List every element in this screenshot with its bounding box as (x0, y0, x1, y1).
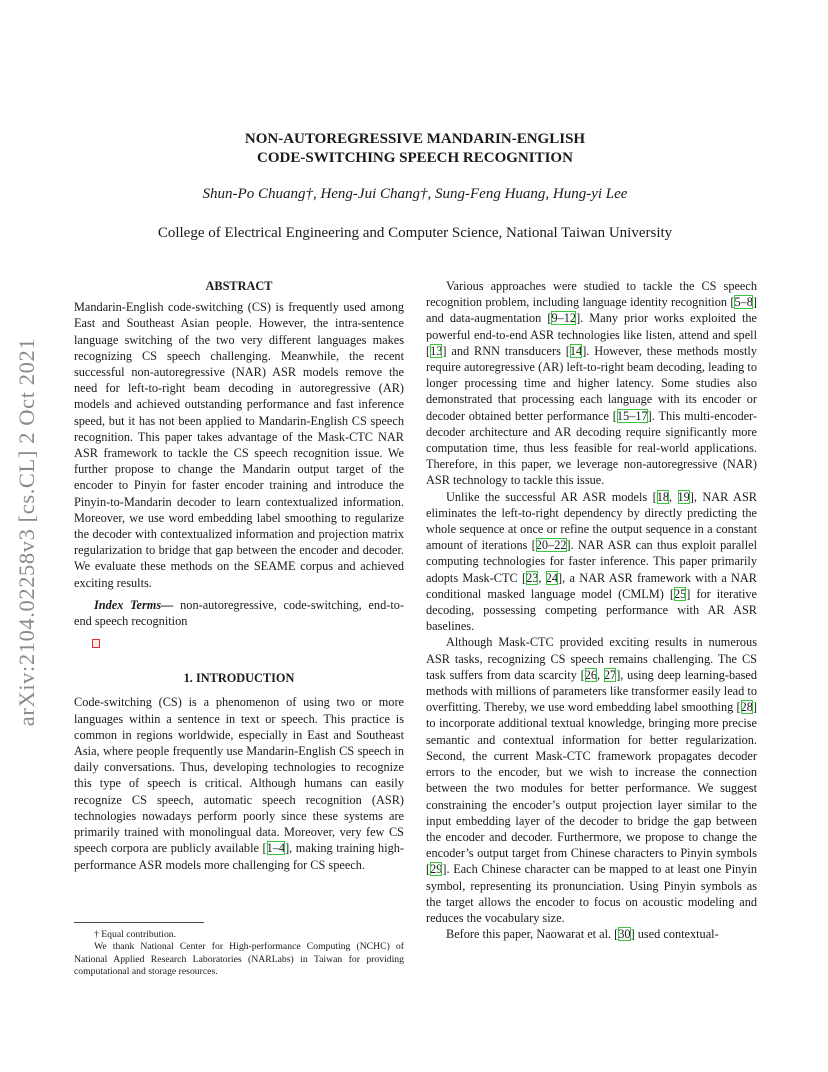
citation-link[interactable]: 30 (618, 927, 631, 942)
footnote-acknowledgement: We thank National Center for High-performance Computing (NCHC) of National Applied Research Laboratories (NARLabs) in Taiwan for providing computational and storage resources. (74, 941, 404, 977)
abstract-heading: ABSTRACT (205, 279, 273, 293)
title-line-2: CODE-SWITCHING SPEECH RECOGNITION (257, 150, 573, 166)
citation-link[interactable]: 9–12 (551, 311, 577, 326)
citation-link[interactable]: 25 (673, 586, 687, 601)
paper-title (120, 130, 710, 168)
footnote-equal-contribution: † Equal contribution. (94, 929, 177, 940)
text-run: ], using deep learning-based methods with millions of parameters like transformer easily lead to overfitting. Thereby, we use word embedding label smoothing [ (426, 667, 757, 715)
authors: Shun-Po Chuang†, Heng-Jui Chang†, Sung-Feng Huang, Hung-yi Lee (202, 186, 628, 202)
text-run: ] and data-augmentation [ (426, 295, 757, 326)
text-run: ], NAR ASR eliminates the left-to-right dependency by directly predicting the whole sequence at once or refine the output sequence in a constant amount of iterations [ (426, 489, 757, 553)
index-terms-label: Index Terms— (94, 597, 174, 612)
left-column (74, 278, 404, 873)
paragraph-prior-work (426, 926, 757, 942)
text-run: ] to incorporate additional textual knowledge, bringing more precise semantic and contextual information for better regularization. Second, the current Mask-CTC framework propagates decoder errors to the encoder, but we wish to increase the connection between the two modules for better performance. We suggest constraining the encoder’s output projection layer similar to the input embedding layer of the decoder to bridge the gap between the encoder and decoder. Furthermore, we propose to change the encoder’s output target from Chinese characters to Pinyin symbols [ (426, 700, 757, 877)
text-run: Although Mask-CTC provided exciting results in numerous ASR tasks, recognizing CS speech remains challenging. The CS task suffers from data scarcity [ (426, 635, 757, 682)
citation-link[interactable]: 14 (569, 343, 583, 358)
text-run: ] and RNN transducers [ (442, 343, 570, 358)
citation-link[interactable]: 18 (656, 489, 670, 504)
text-run: Code-switching (CS) is a phenomenon of using two or more languages within a sentence in text or speech. This practice is common in regions worldwide, especially in East and Southeast Asia, where people frequently use Mandarin-English CS speech in daily conversations. Thus, developing technologies to recognize this type of speech is critical. Although humans can easily recognize CS speech, automatic speech recognition (ASR) technologies nowadays perform poorly since these systems are primarily trained with monolingual data. Moreover, very few CS speech corpora are publicly available [ (74, 695, 404, 856)
citation-link[interactable]: 15–17 (616, 408, 648, 423)
text-run: ]. This multi-encoder-decoder architecture and AR decoding require significantly more computation time, thus less feasible for real-world applications. Therefore, in this paper, we leverage non-autoregressive (NAR) ASR technology to tackle this issue. (426, 408, 757, 488)
text-run: Unlike the successful AR ASR models [ (446, 489, 657, 504)
citation-link[interactable]: 20–22 (535, 538, 567, 553)
abstract-text: Mandarin-English code-switching (CS) is frequently used among East and Southeast Asian people. However, the intra-sentence language switching of the two very different languages makes recognizing CS speech challenging. Meanwhile, the recent successful non-autoregressive (NAR) ASR models remove the need for left-to-right beam decoding in autoregressive (AR) models and achieved outstanding performance and fast inference speed, but it has not been applied to Mandarin-English CS speech recognition. This paper takes advantage of the Mask-CTC NAR ASR framework to tackle the CS speech recognition issue. We further propose to change the Mandarin output target of the encoder to Pinyin for faster encoder training and introduce the Pinyin-to-Mandarin decoder to learn contextualized information. Moreover, we use word embedding label smoothing to regularize the decoder with contextualized information and projection matrix regularization to bridge that gap between the encoder and decoder. We evaluate these methods on the SEAME corpus and achieved exciting results. (74, 300, 404, 590)
text-run: ] used contextual- (630, 927, 719, 942)
text-run: ]. Each Chinese character can be mapped to at least one Pinyin symbol, representing its pronunciation. Using Pinyin symbols as the target allows the encoder to focus on acoustic modeling and reduces the vocabulary size. (426, 862, 757, 925)
annotation-marker (92, 639, 100, 648)
citation-link[interactable]: 13 (430, 343, 443, 358)
citation-link[interactable]: 1–4 (266, 841, 286, 856)
index-terms-text: non-autoregressive, code-switching, end-to-end speech recognition (74, 597, 404, 629)
introduction-paragraph (74, 694, 404, 872)
text-run: Before this paper, Naowarat et al. [ (446, 927, 619, 942)
footnote-divider (74, 922, 204, 923)
text-run: ]. Many prior works exploited the powerful end-to-end ASR technologies like listen, attend and spell [ (426, 311, 757, 358)
arxiv-watermark (10, 298, 44, 766)
affiliation: College of Electrical Engineering and Computer Science, National Taiwan University (157, 225, 673, 241)
citation-link[interactable]: 29 (430, 862, 443, 877)
paragraph-approaches (426, 278, 757, 489)
text-run: , (597, 667, 604, 682)
paragraph-nar-asr (426, 489, 757, 635)
text-run: ]. However, these methods mostly require autoregressive (AR) left-to-right beam decoding, leading to longer processing time and higher latency. Some studies also demonstrated that processing each language with its encoder or decoder obtained better performance [ (426, 343, 757, 423)
index-terms (74, 597, 404, 629)
text-run: ] for iterative decoding, possessing competing performance with AR ASR baselines. (426, 586, 757, 634)
citation-link[interactable]: 19 (677, 489, 690, 504)
footnotes (74, 929, 404, 978)
citation-link[interactable]: 24 (545, 570, 559, 585)
text-run: ], making training high-performance ASR models more challenging for CS speech. (74, 841, 405, 872)
citation-link[interactable]: 23 (526, 570, 539, 585)
citation-link[interactable]: 28 (740, 700, 753, 715)
text-run: ], a NAR ASR framework with a NAR conditional masked language model (CMLM) [ (426, 570, 758, 601)
right-column (426, 278, 757, 942)
text-run: , (538, 570, 546, 585)
arxiv-identifier: arXiv:2104.02258v3 [cs.CL] 2 Oct 2021 (14, 337, 39, 727)
citation-link[interactable]: 5–8 (734, 295, 753, 310)
text-run: ]. NAR ASR can thus exploit parallel computing technologies for faster inference. This paper primarily adopts Mask-CTC [ (426, 538, 757, 585)
title-line-1: NON-AUTOREGRESSIVE MANDARIN-ENGLISH (244, 131, 586, 147)
text-run: Various approaches were studied to tackle the CS speech recognition problem, including language identity recognition [ (426, 279, 757, 310)
introduction-heading: 1. INTRODUCTION (183, 671, 295, 686)
paragraph-mask-ctc (426, 634, 757, 926)
text-run: , (669, 489, 678, 504)
citation-link[interactable]: 27 (603, 667, 617, 682)
citation-link[interactable]: 26 (584, 667, 598, 682)
